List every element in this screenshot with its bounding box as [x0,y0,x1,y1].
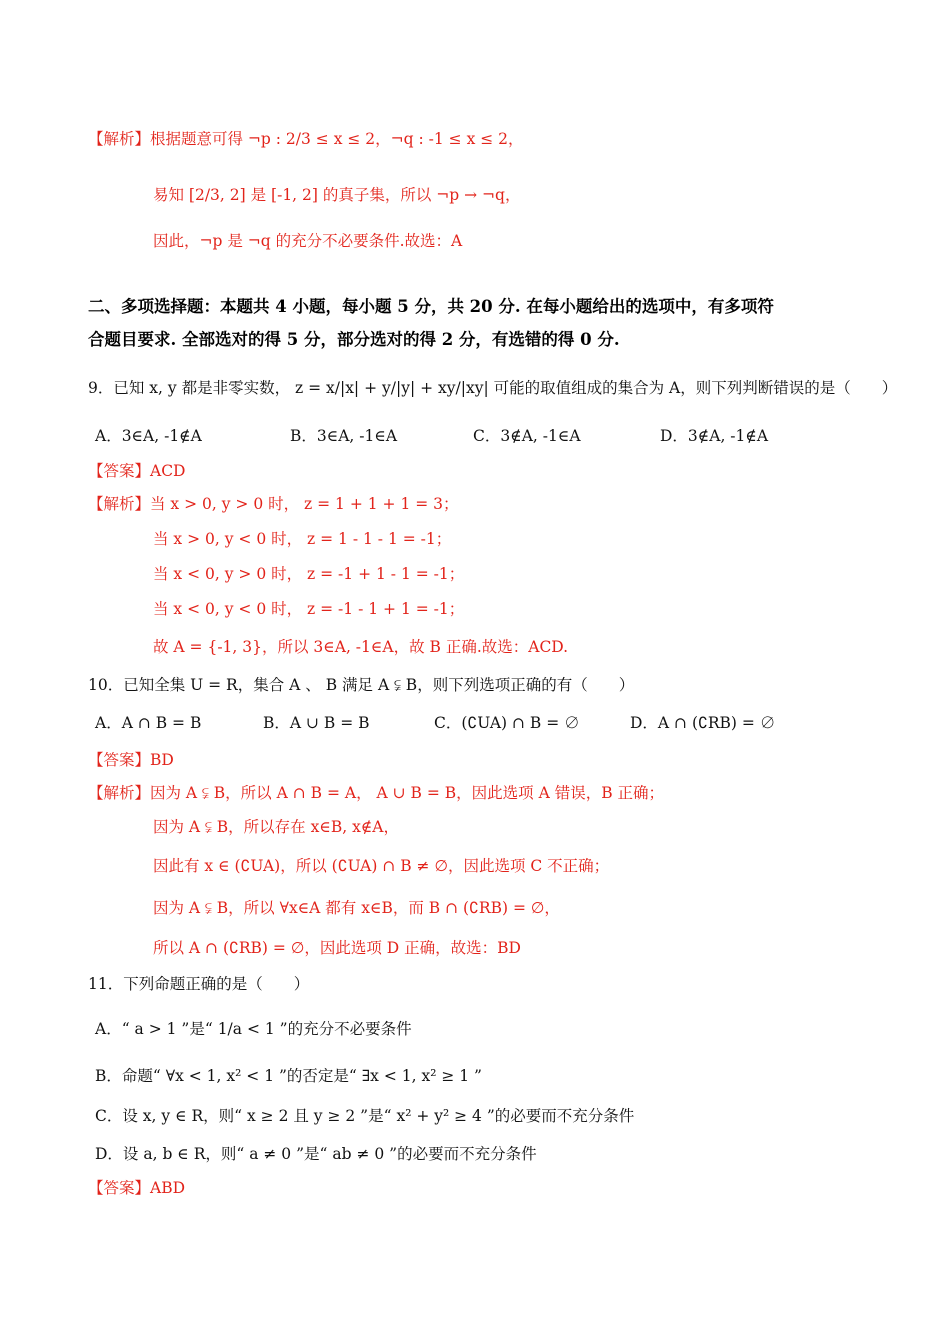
q11-option-d: D．设 a, b ∈ R，则“ a ≠ 0 ”是“ ab ≠ 0 ”的必要而不充分条件 [95,1145,537,1163]
q10-analysis-line3: 因此有 x ∈ (∁UA)，所以 (∁UA) ∩ B ≠ ∅，因此选项 C 不正确； [153,857,610,875]
q9-analysis-line2: 当 x > 0, y < 0 时， z = 1 - 1 - 1 = -1； [153,530,452,548]
q9-analysis-line3: 当 x < 0, y > 0 时， z = -1 + 1 - 1 = -1； [153,565,465,583]
q9-option-d: D．3∉A, -1∉A [660,427,769,445]
section2-title-line1: 二、多项选择题：本题共 4 小题，每小题 5 分，共 20 分. 在每小题给出的选项中，有多项符 [88,297,774,316]
q10-option-b: B．A ∪ B = B [263,714,370,732]
q9-analysis-line4: 当 x < 0, y < 0 时， z = -1 - 1 + 1 = -1； [153,600,465,618]
q10-answer: 【答案】BD [88,751,174,769]
q10-analysis-line5: 所以 A ∩ (∁RB) = ∅，因此选项 D 正确，故选：BD [153,939,521,957]
q9-analysis-line5: 故 A = {-1, 3}，所以 3∈A, -1∈A，故 B 正确.故选：ACD. [153,638,569,656]
q11-option-c: C．设 x, y ∈ R，则“ x ≥ 2 且 y ≥ 2 ”是“ x² + y² ≥ 4 ”的必要而不充分条件 [95,1107,635,1125]
q11-option-b: B．命题“ ∀x < 1, x² < 1 ”的否定是“ ∃x < 1, x² ≥ 1 ” [95,1067,482,1085]
q10-analysis-line2: 因为 A ⫋ B，所以存在 x∈B, x∉A， [153,818,399,836]
q10-analysis-line1: 【解析】因为 A ⫋ B，所以 A ∩ B = A， A ∪ B = B，因此选项 A 错误，B 正确； [88,784,665,802]
q10-option-c: C．(∁UA) ∩ B = ∅ [434,714,580,732]
analysis8-line3: 因此，¬p 是 ¬q 的充分不必要条件.故选：A [153,232,463,250]
q10-stem: 10．已知全集 U = R，集合 A 、 B 满足 A ⫋ B，则下列选项正确的有（ ） [88,676,635,694]
q10-analysis-line4: 因为 A ⫋ B，所以 ∀x∈A 都有 x∈B，而 B ∩ (∁RB) = ∅， [153,899,560,917]
section2-title-line2: 合题目要求. 全部选对的得 5 分，部分选对的得 2 分，有选错的得 0 分. [88,330,620,349]
analysis8-line2: 易知 [2/3, 2] 是 [-1, 2] 的真子集，所以 ¬p → ¬q， [153,186,521,204]
q11-stem: 11．下列命题正确的是（ ） [88,975,310,993]
q11-option-a: A．“ a > 1 ”是“ 1/a < 1 ”的充分不必要条件 [95,1020,412,1038]
q10-option-a: A．A ∩ B = B [95,714,202,732]
q10-option-d: D．A ∩ (∁RB) = ∅ [630,714,776,732]
q9-analysis-line1: 【解析】当 x > 0, y > 0 时， z = 1 + 1 + 1 = 3； [88,495,459,513]
q9-option-c: C．3∉A, -1∈A [473,427,581,445]
q9-option-b: B．3∈A, -1∈A [290,427,398,445]
q9-answer: 【答案】ACD [88,462,186,480]
q9-stem: 9．已知 x, y 都是非零实数， z = x/|x| + y/|y| + xy/|xy| 可能的取值组成的集合为 A，则下列判断错误的是（ ） [88,379,898,397]
analysis8-line1: 【解析】根据题意可得 ¬p : 2/3 ≤ x ≤ 2，¬q : -1 ≤ x ≤ 2， [88,130,524,148]
q9-option-a: A．3∈A, -1∉A [95,427,202,445]
q11-answer: 【答案】ABD [88,1179,186,1197]
